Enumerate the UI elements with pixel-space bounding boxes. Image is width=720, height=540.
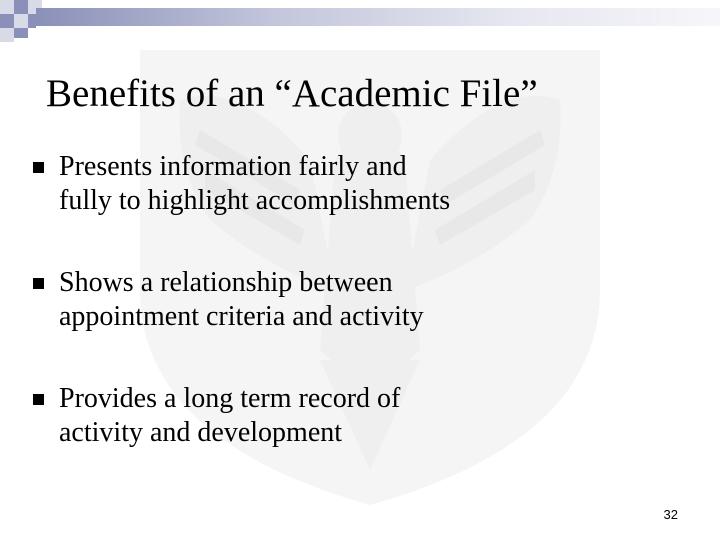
bullet-line: Presents information fairly and	[59, 151, 407, 182]
bullet-text	[59, 150, 679, 218]
bullet-text	[59, 382, 679, 450]
page-number: 32	[663, 507, 678, 522]
bullet-item	[30, 382, 690, 498]
bullet-line: activity and development	[59, 417, 343, 448]
bullet-line: appointment criteria and activity	[59, 301, 424, 332]
bullet-line: Provides a long term record of	[59, 383, 401, 414]
bullet-list	[30, 150, 690, 498]
square-bullet-icon	[33, 394, 44, 405]
bullet-item	[30, 150, 690, 266]
square-bullet-icon	[33, 278, 44, 289]
bullet-line: Shows a relationship between	[59, 267, 393, 298]
bullet-text	[59, 266, 679, 334]
bullet-item	[30, 266, 690, 382]
bullet-line: fully to highlight accomplishments	[59, 185, 451, 216]
top-accent-bar	[36, 8, 720, 26]
slide-title: Benefits of an “Academic File”	[46, 72, 538, 115]
square-bullet-icon	[33, 162, 44, 173]
